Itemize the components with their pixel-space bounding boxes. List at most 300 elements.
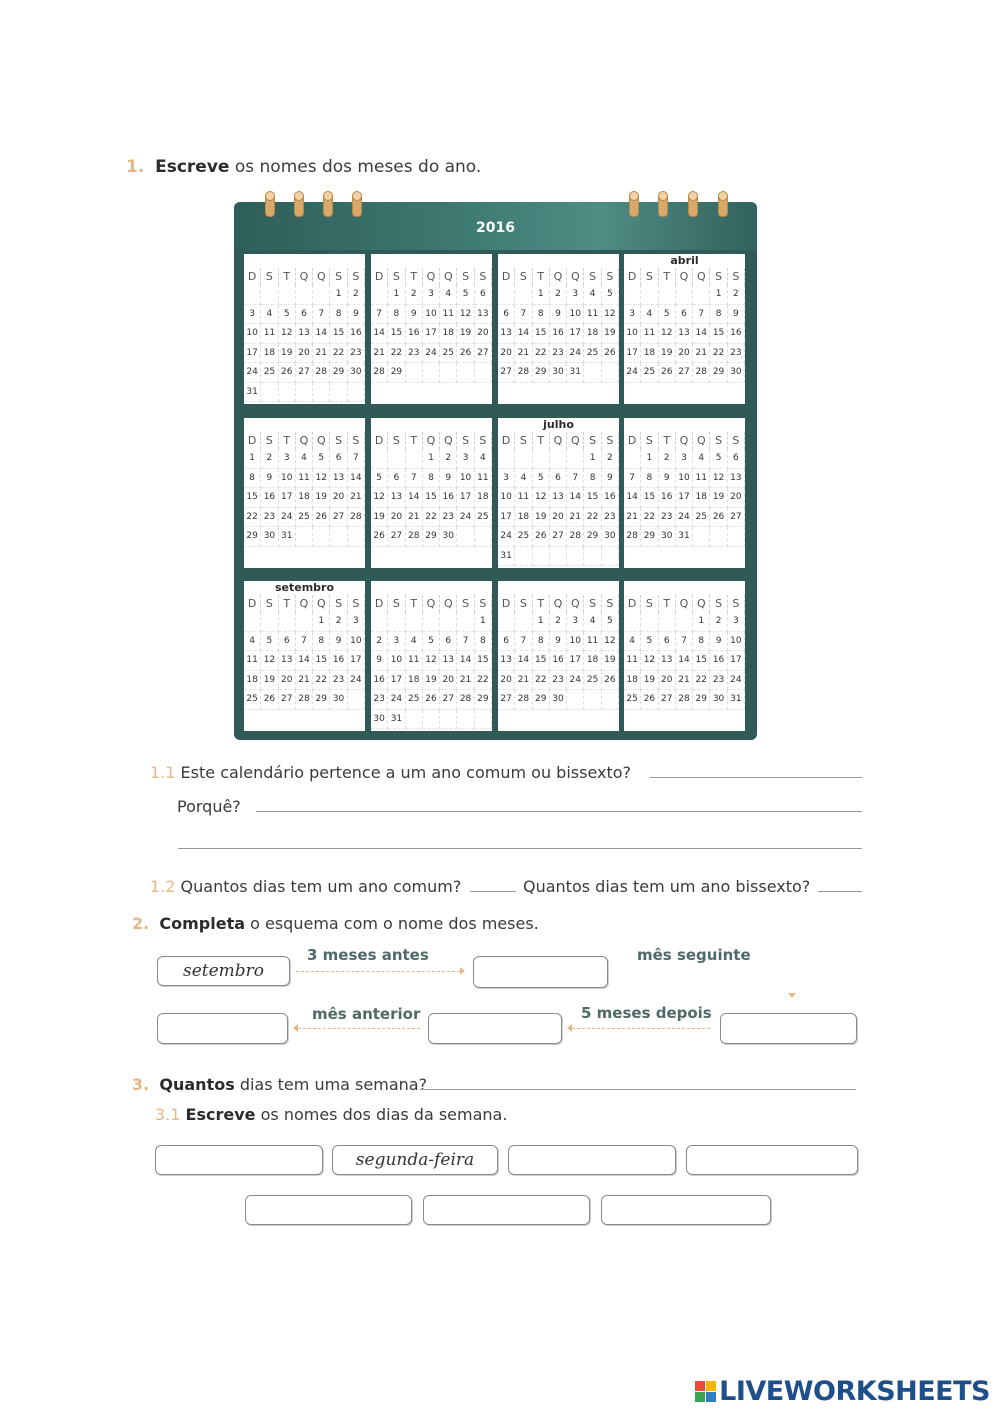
- day-cell: 6: [659, 632, 676, 652]
- day-cell: [515, 612, 532, 632]
- day-cell: 8: [244, 469, 261, 489]
- answer-line-why-2[interactable]: [178, 848, 862, 849]
- day-cell: 18: [296, 488, 313, 508]
- day-cell: 21: [313, 344, 330, 364]
- day-cell: [244, 612, 261, 632]
- weekday-letter: Q: [296, 432, 313, 449]
- day-cell: 15: [533, 324, 550, 344]
- day-cell: 17: [279, 488, 296, 508]
- logo-block: [706, 1392, 716, 1402]
- day-cell: 3: [279, 449, 296, 469]
- day-cell: 22: [423, 508, 440, 528]
- weekday-letter: S: [584, 432, 601, 449]
- day-cell: [693, 285, 710, 305]
- day-cell: [406, 449, 423, 469]
- day-cell: 24: [498, 527, 515, 547]
- day-cell: 30: [602, 527, 619, 547]
- day-cell: 24: [676, 508, 693, 528]
- day-cell: 14: [676, 651, 693, 671]
- day-cell: 31: [279, 527, 296, 547]
- day-cell: 4: [584, 612, 601, 632]
- day-cell: 16: [371, 671, 388, 691]
- day-cell: 5: [279, 305, 296, 325]
- day-cell: 3: [457, 449, 474, 469]
- day-cell: [406, 612, 423, 632]
- calendar-month: [371, 254, 492, 404]
- weekday-box-5[interactable]: [245, 1195, 412, 1225]
- weekday-letter: T: [533, 268, 550, 285]
- day-cell: 24: [567, 344, 584, 364]
- day-cell: 11: [296, 469, 313, 489]
- weekday-box-3[interactable]: [508, 1145, 676, 1175]
- day-cell: 9: [728, 305, 745, 325]
- label-3-months-before: 3 meses antes: [307, 946, 429, 964]
- weekday-letter: Q: [296, 595, 313, 612]
- day-cell: 27: [659, 690, 676, 710]
- day-cell: 20: [498, 671, 515, 691]
- weekday-letter: D: [624, 268, 641, 285]
- day-cell: 4: [261, 305, 278, 325]
- day-cell: 2: [406, 285, 423, 305]
- day-cell: 10: [624, 324, 641, 344]
- binder-ring-icon: [718, 193, 728, 217]
- day-cell: [475, 710, 492, 730]
- day-cell: 9: [330, 632, 347, 652]
- day-cell: 19: [641, 671, 658, 691]
- day-cell: 1: [475, 612, 492, 632]
- month-name: julho: [543, 418, 574, 431]
- day-cell: 1: [423, 449, 440, 469]
- weekday-letter: Q: [567, 268, 584, 285]
- weekday-letter: D: [624, 432, 641, 449]
- day-cell: 8: [641, 469, 658, 489]
- exercise-1-number: 1.: [126, 157, 145, 177]
- day-cell: 5: [457, 285, 474, 305]
- day-cell: 31: [388, 710, 405, 730]
- day-cell: 23: [330, 671, 347, 691]
- weekday-box-1[interactable]: [155, 1145, 323, 1175]
- day-cell: 25: [584, 344, 601, 364]
- day-cell: 9: [348, 305, 365, 325]
- weekday-letter: Q: [693, 595, 710, 612]
- day-cell: 7: [676, 632, 693, 652]
- weekday-letter: D: [498, 268, 515, 285]
- day-cell: 11: [244, 651, 261, 671]
- weekday-letter: T: [659, 595, 676, 612]
- weekday-letter: T: [533, 595, 550, 612]
- day-cell: 6: [279, 632, 296, 652]
- day-cell: [440, 363, 457, 383]
- weekday-letter: S: [457, 595, 474, 612]
- day-cell: 8: [330, 305, 347, 325]
- weekday-header: [371, 268, 492, 285]
- day-cell: 4: [406, 632, 423, 652]
- day-cell: [371, 449, 388, 469]
- day-cell: 24: [624, 363, 641, 383]
- day-cell: 4: [440, 285, 457, 305]
- day-cell: 28: [296, 690, 313, 710]
- answer-line-why-1[interactable]: [256, 811, 862, 812]
- day-cell: 14: [296, 651, 313, 671]
- day-cell: 23: [550, 671, 567, 691]
- weekday-letter: T: [406, 268, 423, 285]
- day-cell: 16: [728, 324, 745, 344]
- weekday-letter: S: [388, 268, 405, 285]
- day-cell: 13: [296, 324, 313, 344]
- day-cell: 27: [676, 363, 693, 383]
- day-cell: [624, 285, 641, 305]
- label-next-month: mês seguinte: [637, 946, 751, 964]
- weekday-box-4[interactable]: [686, 1145, 858, 1175]
- month-days: [498, 449, 619, 566]
- month-days: [244, 612, 365, 710]
- day-cell: 17: [388, 671, 405, 691]
- calendar-month: [624, 581, 745, 731]
- day-cell: 29: [641, 527, 658, 547]
- day-cell: 9: [406, 305, 423, 325]
- day-cell: 17: [348, 651, 365, 671]
- day-cell: 14: [515, 651, 532, 671]
- day-cell: 28: [348, 508, 365, 528]
- weekday-box-7[interactable]: [601, 1195, 771, 1225]
- question-1-1-number: 1.1: [150, 763, 176, 782]
- day-cell: 2: [728, 285, 745, 305]
- day-cell: 15: [313, 651, 330, 671]
- day-cell: 24: [244, 363, 261, 383]
- day-cell: 31: [676, 527, 693, 547]
- day-cell: 30: [440, 527, 457, 547]
- day-cell: 22: [475, 671, 492, 691]
- day-cell: 1: [330, 285, 347, 305]
- day-cell: [330, 527, 347, 547]
- day-cell: [296, 383, 313, 403]
- day-cell: 10: [423, 305, 440, 325]
- day-cell: 20: [440, 671, 457, 691]
- day-cell: 14: [515, 324, 532, 344]
- weekday-letter: Q: [440, 432, 457, 449]
- answer-box-next-month[interactable]: [720, 1013, 857, 1044]
- day-cell: 29: [330, 363, 347, 383]
- day-cell: [296, 527, 313, 547]
- calendar-month: [371, 418, 492, 568]
- weekday-letter: S: [728, 268, 745, 285]
- day-cell: 20: [550, 508, 567, 528]
- day-cell: [710, 527, 727, 547]
- day-cell: 24: [457, 508, 474, 528]
- day-cell: 19: [533, 508, 550, 528]
- day-cell: 23: [710, 671, 727, 691]
- day-cell: 27: [550, 527, 567, 547]
- month-days: [371, 285, 492, 383]
- day-cell: 7: [693, 305, 710, 325]
- day-cell: 15: [641, 488, 658, 508]
- day-cell: 7: [567, 469, 584, 489]
- day-cell: 26: [602, 671, 619, 691]
- logo-block: [695, 1392, 705, 1402]
- question-3-1-text: os nomes dos dias da semana.: [255, 1105, 508, 1124]
- day-cell: 13: [676, 324, 693, 344]
- day-cell: 20: [728, 488, 745, 508]
- weekday-letter: T: [659, 268, 676, 285]
- day-cell: 21: [348, 488, 365, 508]
- weekday-letter: S: [457, 268, 474, 285]
- day-cell: 23: [371, 690, 388, 710]
- day-cell: [296, 285, 313, 305]
- day-cell: 28: [406, 527, 423, 547]
- day-cell: 9: [371, 651, 388, 671]
- binder-ring-icon: [629, 193, 639, 217]
- answer-line-week-days[interactable]: [420, 1089, 856, 1090]
- day-cell: 23: [659, 508, 676, 528]
- month-name: [371, 581, 492, 595]
- day-cell: 5: [533, 469, 550, 489]
- weekday-letter: S: [602, 268, 619, 285]
- day-cell: 28: [457, 690, 474, 710]
- day-cell: 11: [515, 488, 532, 508]
- day-cell: 13: [550, 488, 567, 508]
- day-cell: 29: [533, 690, 550, 710]
- day-cell: 18: [244, 671, 261, 691]
- day-cell: 6: [498, 632, 515, 652]
- day-cell: 13: [659, 651, 676, 671]
- weekday-letter: S: [515, 432, 532, 449]
- weekday-header: [244, 595, 365, 612]
- answer-box-5-months-after[interactable]: [428, 1013, 562, 1044]
- day-cell: 27: [475, 344, 492, 364]
- day-cell: [330, 383, 347, 403]
- day-cell: 9: [261, 469, 278, 489]
- day-cell: 25: [296, 508, 313, 528]
- day-cell: 13: [388, 488, 405, 508]
- day-cell: 20: [659, 671, 676, 691]
- day-cell: 25: [515, 527, 532, 547]
- weekday-letter: T: [279, 595, 296, 612]
- day-cell: [279, 383, 296, 403]
- day-cell: 17: [624, 344, 641, 364]
- day-cell: 14: [457, 651, 474, 671]
- day-cell: 10: [279, 469, 296, 489]
- day-cell: 7: [313, 305, 330, 325]
- answer-line-leap-days[interactable]: [818, 891, 862, 892]
- weekday-letter: Q: [567, 595, 584, 612]
- weekday-letter: D: [498, 595, 515, 612]
- weekday-letter: S: [261, 595, 278, 612]
- day-cell: [313, 527, 330, 547]
- day-cell: [423, 710, 440, 730]
- day-cell: 21: [693, 344, 710, 364]
- answer-box-3-months-before[interactable]: [473, 956, 608, 988]
- day-cell: [602, 690, 619, 710]
- day-cell: 29: [584, 527, 601, 547]
- exercise-3-keyword: Quantos: [159, 1075, 235, 1094]
- day-cell: 6: [330, 449, 347, 469]
- day-cell: 23: [440, 508, 457, 528]
- day-cell: 1: [641, 449, 658, 469]
- day-cell: 3: [348, 612, 365, 632]
- weekday-letter: S: [710, 268, 727, 285]
- day-cell: 18: [515, 508, 532, 528]
- why-label: Porquê?: [177, 797, 241, 816]
- exercise-1-keyword: Escreve: [155, 157, 230, 177]
- day-cell: 16: [659, 488, 676, 508]
- day-cell: 4: [244, 632, 261, 652]
- day-cell: 9: [710, 632, 727, 652]
- month-name: [244, 254, 365, 268]
- day-cell: [659, 285, 676, 305]
- calendar-month: [624, 418, 745, 568]
- day-cell: 23: [602, 508, 619, 528]
- day-cell: 28: [624, 527, 641, 547]
- day-cell: 19: [313, 488, 330, 508]
- day-cell: [498, 612, 515, 632]
- day-cell: 27: [330, 508, 347, 528]
- logo-blocks-icon: [695, 1381, 716, 1402]
- day-cell: 10: [567, 305, 584, 325]
- weekday-letter: Q: [676, 595, 693, 612]
- day-cell: 22: [313, 671, 330, 691]
- calendar-month: [244, 418, 365, 568]
- day-cell: [498, 285, 515, 305]
- day-cell: 4: [693, 449, 710, 469]
- day-cell: [261, 285, 278, 305]
- day-cell: 4: [584, 285, 601, 305]
- day-cell: 13: [728, 469, 745, 489]
- weekday-letter: Q: [313, 432, 330, 449]
- exercise-1-text: os nomes dos meses do ano.: [229, 157, 482, 177]
- day-cell: 13: [498, 651, 515, 671]
- day-cell: [440, 612, 457, 632]
- day-cell: 5: [261, 632, 278, 652]
- day-cell: 20: [296, 344, 313, 364]
- day-cell: 18: [440, 324, 457, 344]
- day-cell: 6: [296, 305, 313, 325]
- weekday-letter: Q: [423, 432, 440, 449]
- answer-line-common-days[interactable]: [470, 891, 516, 892]
- day-cell: 6: [475, 285, 492, 305]
- day-cell: 14: [624, 488, 641, 508]
- day-cell: 30: [728, 363, 745, 383]
- day-cell: 7: [624, 469, 641, 489]
- day-cell: 22: [641, 508, 658, 528]
- day-cell: 13: [279, 651, 296, 671]
- day-cell: 14: [313, 324, 330, 344]
- day-cell: 16: [406, 324, 423, 344]
- day-cell: 10: [498, 488, 515, 508]
- day-cell: 29: [710, 363, 727, 383]
- day-cell: 5: [641, 632, 658, 652]
- day-cell: 24: [423, 344, 440, 364]
- weekday-letter: S: [457, 432, 474, 449]
- day-cell: 8: [693, 632, 710, 652]
- day-cell: 13: [440, 651, 457, 671]
- day-cell: [406, 363, 423, 383]
- weekday-letter: Q: [550, 432, 567, 449]
- day-cell: 4: [296, 449, 313, 469]
- day-cell: 20: [475, 324, 492, 344]
- weekday-letter: S: [475, 432, 492, 449]
- day-cell: 18: [693, 488, 710, 508]
- day-cell: 10: [676, 469, 693, 489]
- day-cell: 23: [406, 344, 423, 364]
- month-days: [371, 449, 492, 547]
- day-cell: [676, 612, 693, 632]
- day-cell: 19: [371, 508, 388, 528]
- day-cell: 27: [279, 690, 296, 710]
- day-cell: 2: [348, 285, 365, 305]
- day-cell: [567, 547, 584, 567]
- day-cell: 22: [330, 344, 347, 364]
- day-cell: [423, 363, 440, 383]
- day-cell: 1: [710, 285, 727, 305]
- day-cell: 17: [567, 651, 584, 671]
- answer-line-leap-year[interactable]: [650, 777, 862, 778]
- day-cell: 27: [498, 690, 515, 710]
- day-cell: [423, 612, 440, 632]
- day-cell: 3: [388, 632, 405, 652]
- day-cell: 23: [728, 344, 745, 364]
- day-cell: 19: [659, 344, 676, 364]
- weekday-box-6[interactable]: [423, 1195, 590, 1225]
- weekday-letter: Q: [313, 268, 330, 285]
- weekday-letter: T: [279, 268, 296, 285]
- day-cell: 5: [371, 469, 388, 489]
- weekday-letter: S: [710, 432, 727, 449]
- weekday-letter: S: [330, 595, 347, 612]
- day-cell: 7: [515, 632, 532, 652]
- day-cell: 13: [330, 469, 347, 489]
- day-cell: 25: [475, 508, 492, 528]
- day-cell: 9: [659, 469, 676, 489]
- day-cell: 2: [330, 612, 347, 632]
- day-cell: 20: [279, 671, 296, 691]
- day-cell: 17: [457, 488, 474, 508]
- day-cell: 20: [388, 508, 405, 528]
- answer-box-previous-month[interactable]: [157, 1013, 288, 1044]
- weekday-letter: S: [728, 432, 745, 449]
- day-cell: [515, 285, 532, 305]
- day-cell: 30: [348, 363, 365, 383]
- day-cell: 12: [423, 651, 440, 671]
- day-cell: 21: [457, 671, 474, 691]
- day-cell: 25: [406, 690, 423, 710]
- day-cell: 15: [423, 488, 440, 508]
- calendar-month: [244, 581, 365, 731]
- day-cell: 5: [602, 612, 619, 632]
- day-cell: 28: [693, 363, 710, 383]
- day-cell: 27: [440, 690, 457, 710]
- weekday-letter: S: [348, 595, 365, 612]
- weekday-letter: D: [371, 268, 388, 285]
- day-cell: 9: [550, 305, 567, 325]
- day-cell: 18: [584, 324, 601, 344]
- weekday-letter: Q: [550, 595, 567, 612]
- day-cell: 26: [533, 527, 550, 547]
- day-cell: 12: [313, 469, 330, 489]
- day-cell: [348, 383, 365, 403]
- day-cell: 2: [261, 449, 278, 469]
- day-cell: [279, 285, 296, 305]
- day-cell: 30: [659, 527, 676, 547]
- day-cell: 6: [388, 469, 405, 489]
- calendar-month: [244, 254, 365, 404]
- day-cell: 28: [676, 690, 693, 710]
- day-cell: 17: [423, 324, 440, 344]
- day-cell: 10: [388, 651, 405, 671]
- day-cell: 8: [584, 469, 601, 489]
- day-cell: [371, 612, 388, 632]
- day-cell: 1: [693, 612, 710, 632]
- day-cell: [406, 710, 423, 730]
